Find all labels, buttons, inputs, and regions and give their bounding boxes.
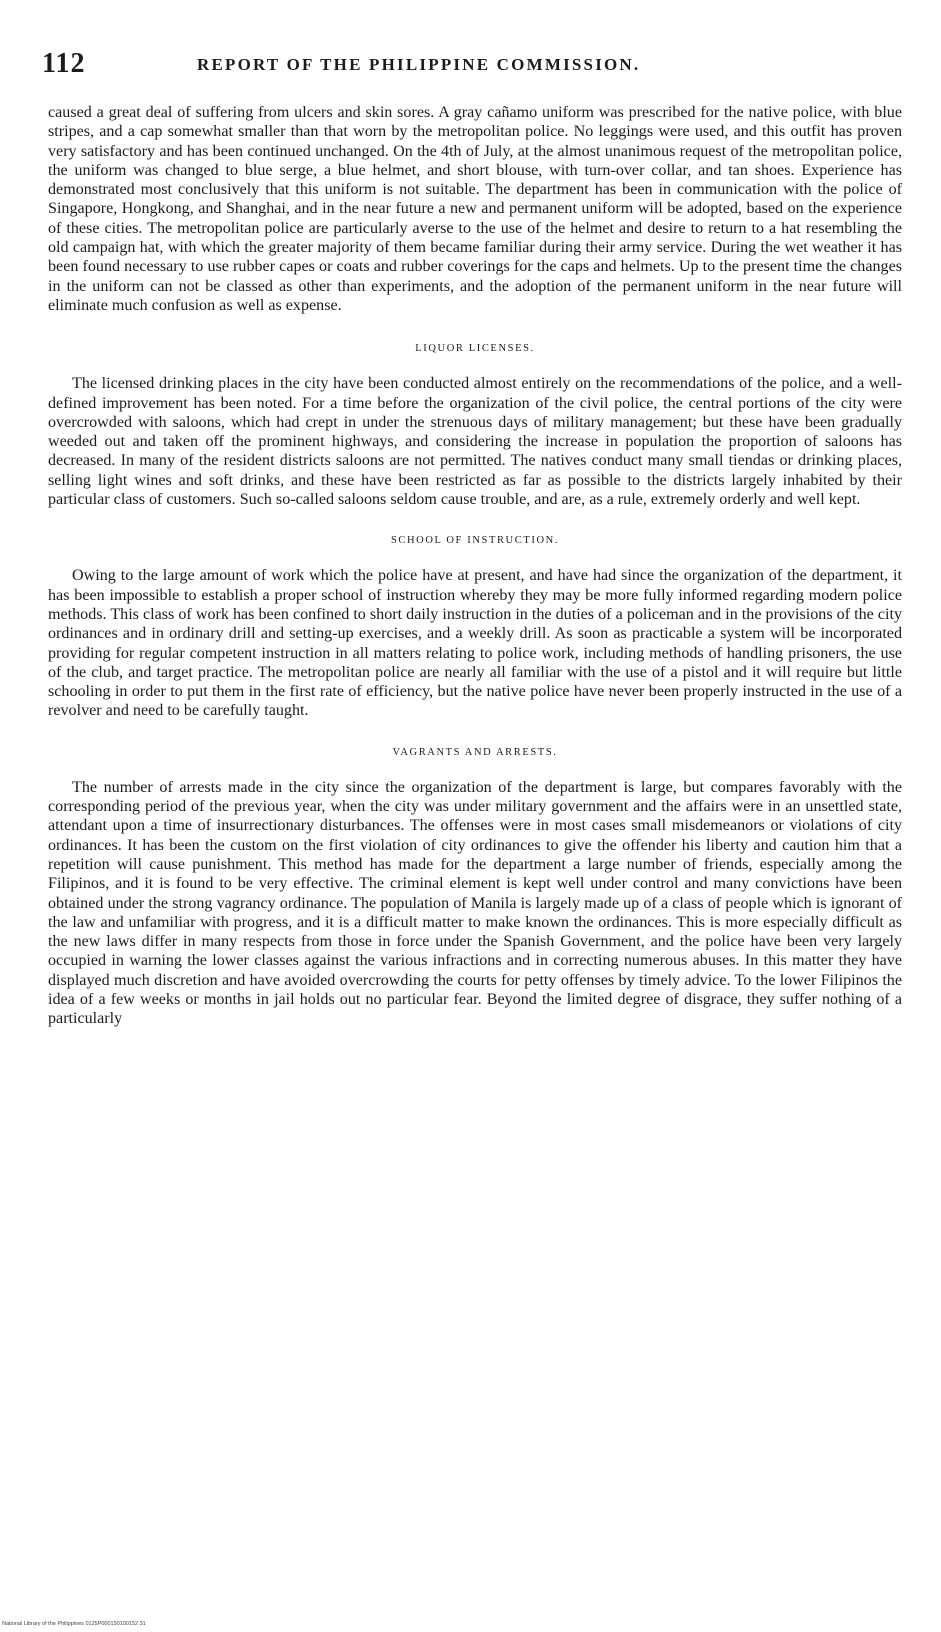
paragraph-school-of-instruction: Owing to the large amount of work which the police have at present, and have had since the organization of the department, it has been impossible to establish a proper school of instruction whereby they may be more fully informed regarding modern police methods. This class of work has been confined to short daily instruction in the duties of a policeman and in the provisions of the city ordinances and in ordinary drill and setting-up exercises, and a weekly drill. As soon as practicable a system will be incorporated providing for regular competent instruction in all matters relating to police work, including methods of handling prisoners, the use of the club, and target practice. The metropolitan police are nearly all familiar with the use of a pistol and it will require but little schooling in order to put them in the first rate of efficiency, but the native police have never been properly instructed in the use of a revolver and need to be carefully taught.	[48, 567, 902, 720]
section-title-school-of-instruction: SCHOOL OF INSTRUCTION.	[390, 535, 560, 547]
scan-footer: National Library of the Philippines 0125P000150100152 31	[2, 1621, 146, 1627]
page-body	[48, 103, 902, 1029]
paragraph-uniforms: caused a great deal of suffering from ulcers and skin sores. A gray cañamo uniform was prescribed for the native police, with blue stripes, and a cap somewhat smaller than that worn by the metropolitan police. No leggings were used, and this outfit has proven very satisfactory and has been continued unchanged. On the 4th of July, at the almost unanimous request of the metropolitan police, the uniform was changed to blue serge, a blue helmet, and short blouse, with turn-over collar, and tan shoes. Experience has demonstrated most conclusively that this uniform is not suitable. The department has been in communication with the police of Singapore, Hongkong, and Shanghai, and in the near future a new and permanent uniform will be adopted, based on the experience of these cities. The metropolitan police are particularly averse to the use of the helmet and desire to return to a hat resembling the old campaign hat, with which the greater majority of them became familiar during their army service. During the wet weather it has been found necessary to use rubber capes or coats and rubber coverings for the caps and helmets. Up to the present time the changes in the uniform can not be classed as other than experiments, and the adoption of the permanent uniform in the near future will eliminate much confusion as well as expense.	[48, 104, 902, 314]
page-number: 112	[42, 48, 86, 79]
paragraph-vagrants-and-arrests: The number of arrests made in the city since the organization of the department is large, but compares favorably with the corresponding period of the previous year, when the city was under military government and the affairs were in an unsettled state, attendant upon a time of insurrectionary disturbances. The offenses were in most cases small misdemeanors or violations of city ordinances. It has been the custom on the first violation of city ordinances to give the offender his liberty and caution him that a repetition will cause punishment. This method has made for the department a large number of friends, especially among the Filipinos, and it is found to be very effective. The criminal element is kept well under control and many convictions have been obtained under the strong vagrancy ordinance. The population of Manila is largely made up of a class of people which is ignorant of the law and unfamiliar with progress, and it is a difficult matter to make known the ordinances. This is more especially difficult as the new laws differ in many respects from those in force under the Spanish Government, and the police have been very largely occupied in warning the lower classes against the various infractions and in correcting numerous abuses. In this matter they have displayed much discretion and have avoided overcrowding the courts for petty offenses by timely advice. To the lower Filipinos the idea of a few weeks or months in jail holds out no particular fear. Beyond the limited degree of disgrace, they suffer nothing of a particularly	[48, 778, 902, 1028]
paragraph-liquor-licenses: The licensed drinking places in the city have been conducted almost entirely on the recommendations of the police, and a well-defined improvement has been noted. For a time before the organization of the civil police, the central portions of the city were overcrowded with saloons, which had crept in under the strenuous days of military management; but these have been gradually weeded out and taken off the prominent highways, and considering the increase in population the proportion of saloons has decreased. In many of the resident districts saloons are not permitted. The natives conduct many small tiendas or drinking places, selling light wines and soft drinks, and these have been restricted as far as possible to the districts largely inhabited by their particular class of customers. Such so-called saloons seldom cause trouble, and are, as a rule, extremely orderly and well kept.	[48, 375, 902, 509]
section-title-vagrants-and-arrests: VAGRANTS AND ARRESTS.	[392, 746, 558, 758]
running-title: REPORT OF THE PHILIPPINE COMMISSION.	[197, 55, 641, 74]
section-title-liquor-licenses: LIQUOR LICENSES.	[415, 343, 535, 355]
page-header	[42, 48, 902, 84]
